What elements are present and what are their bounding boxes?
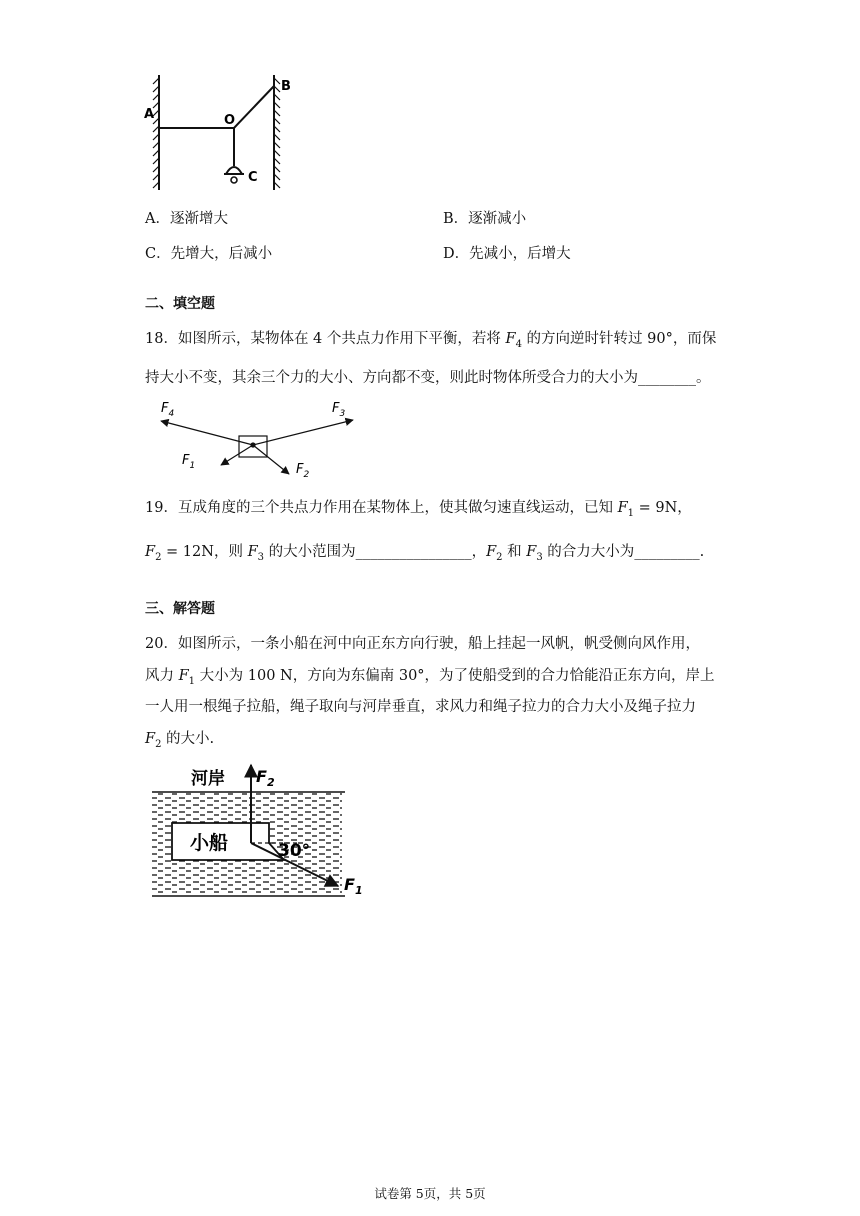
section-answer-title: 三、解答题 [145,601,215,617]
boat-label: 小船 [190,832,229,854]
arrow-f1 [221,445,253,465]
q18-answer-blank: ________ [638,370,696,386]
label-c: C [248,170,258,185]
arrow-f3 [253,420,353,445]
q20-line1: 20．如图所示，一条小船在河中向正东方向行驶，船上挂起一风帆，帆受侧向风作用， [145,636,700,652]
q18-line1: 18．如图所示，某物体在 4 个共点力作用下平衡，若将 $F_4$ 的方向逆时针转过 90°，而保 [145,331,717,350]
q17-option-d: D．先减小，后增大 [443,246,571,262]
label-a: A [144,107,155,122]
q20-line4: $F_2$ 的大小. [145,731,215,750]
section-fill-in-title: 二、填空题 [145,296,215,312]
f2-label: $F_2$ [296,462,310,480]
q20-line2: 风力 $F_1$ 大小为 100 N，方向为东偏南 30°，为了使船受到的合力恰能沿正东方向，岸上 [145,668,715,687]
weight-c [226,167,242,174]
label-o: O [224,113,236,128]
f3-label: $F_3$ [332,401,346,419]
angle-label: 30° [278,841,311,861]
label-b: B [281,79,291,94]
q19-answer-blank-2: _________ [634,544,700,560]
q19-line2: $F_2 = 12N$，则 $F_3$ 的大小范围为________________，$F_2$ 和 $F_3$ 的合力大小为_________. [145,544,705,563]
rope-ob [234,86,274,128]
q17-option-a: A．逐渐增大 [145,211,228,227]
q20-figure [150,760,380,902]
arrow-f4 [161,421,253,445]
f1-label: $F_1$ [182,453,196,471]
q19-line1: 19．互成角度的三个共点力作用在某物体上，使其做匀速直线运动，已知 $F_1 = 9N$， [145,500,692,519]
f2-label: $F_2$ [256,767,275,789]
bank-label: 河岸 [191,769,225,789]
q18-line2: 持大小不变，其余三个力的大小、方向都不变，则此时物体所受合力的大小为________。 [145,370,711,386]
arrow-f2 [253,445,289,474]
f4-label: $F_4$ [161,401,175,419]
q17-option-b: B．逐渐减小 [443,211,527,227]
q19-answer-blank-1: ________________ [355,544,472,560]
q20-line3: 一人用一根绳子拉船，绳子取向与河岸垂直，求风力和绳子拉力的合力大小及绳子拉力 [145,699,696,715]
page-footer: 试卷第 5页，共 5页 [374,1186,486,1201]
q17-figure [140,70,300,195]
f1-label: $F_1$ [344,875,363,897]
q17-option-c: C．先增大，后减小 [145,246,273,262]
q18-figure [155,395,365,483]
